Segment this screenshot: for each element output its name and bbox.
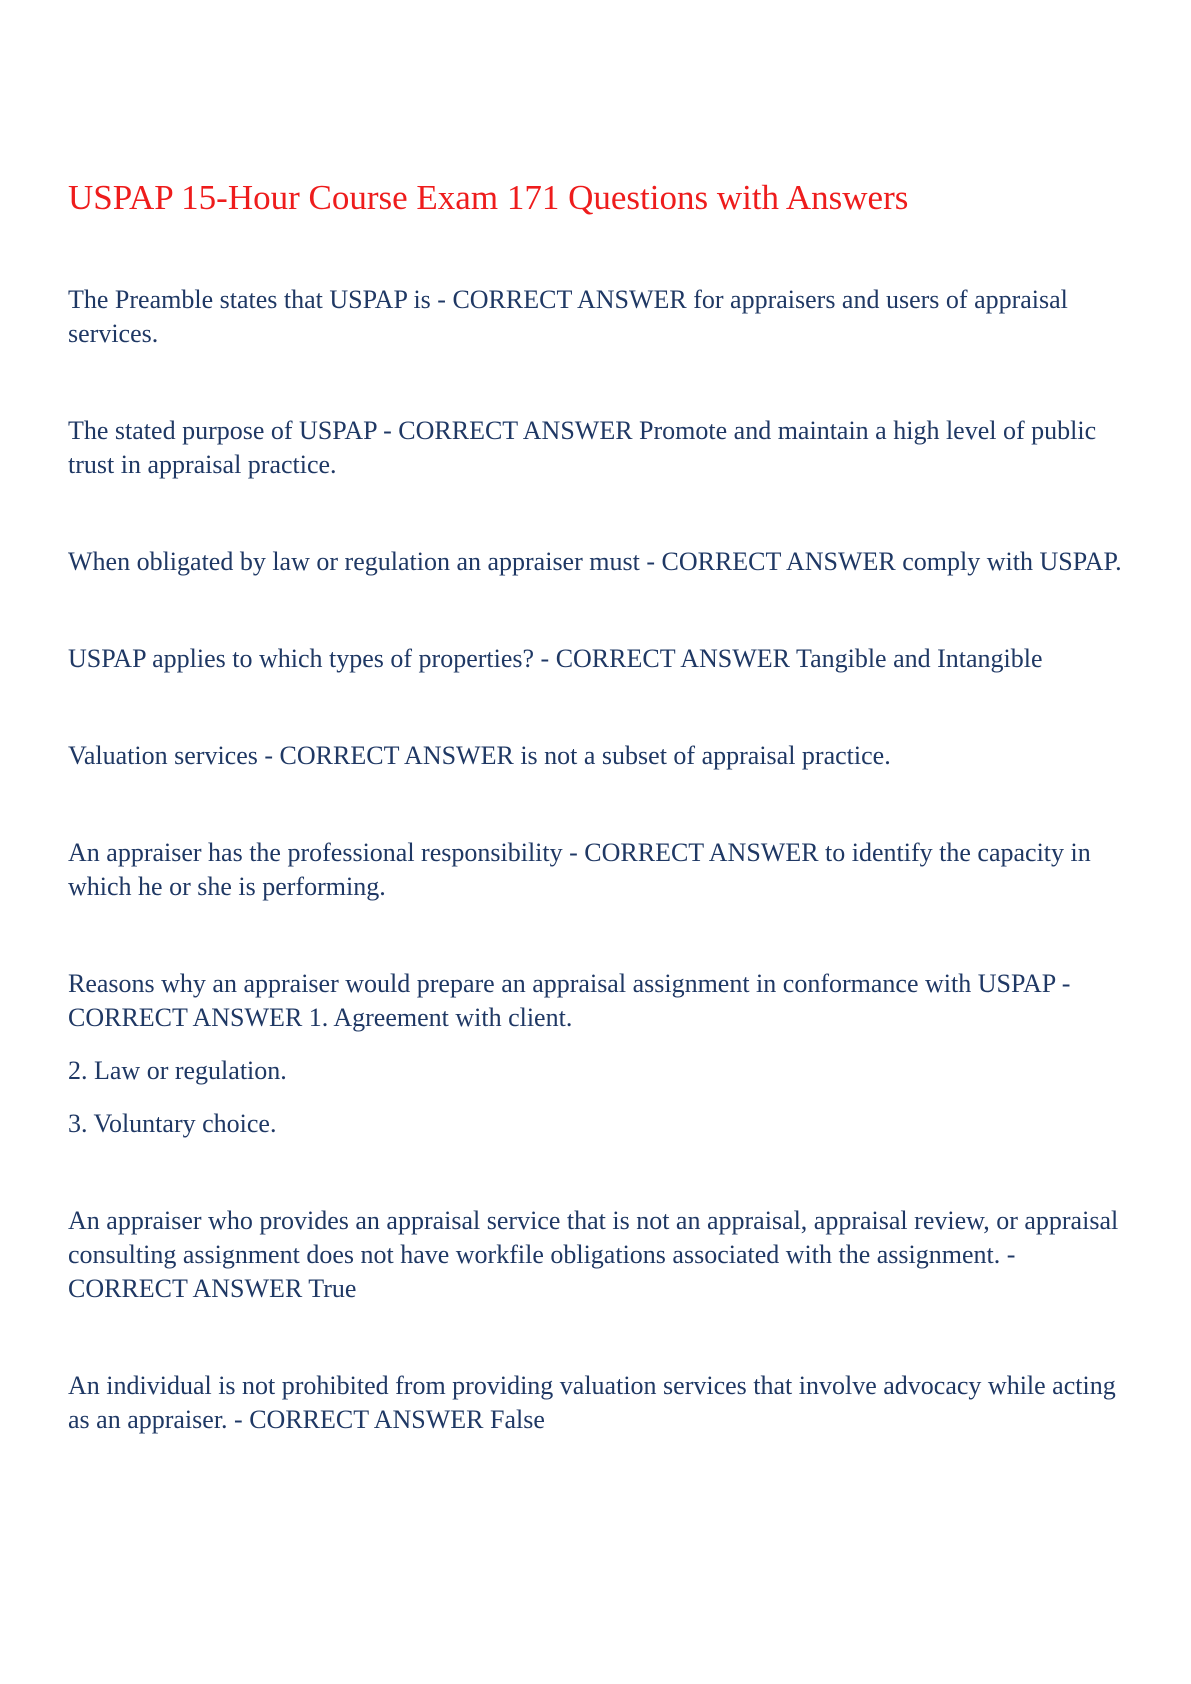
qa-item bbox=[68, 1204, 1128, 1306]
qa-item bbox=[68, 642, 1128, 676]
qa-text: The stated purpose of USPAP - CORRECT ANSWER Promote and maintain a high level of public trust in appraisal practice. bbox=[68, 416, 1097, 479]
document-title: USPAP 15-Hour Course Exam 171 Questions with Answers bbox=[68, 178, 909, 217]
qa-item bbox=[68, 414, 1128, 482]
qa-list bbox=[68, 283, 1128, 1500]
qa-text: The Preamble states that USPAP is - CORRECT ANSWER for appraisers and users of appraisal services. bbox=[68, 285, 1068, 348]
qa-item bbox=[68, 1369, 1128, 1437]
qa-text: Valuation services - CORRECT ANSWER is not a subset of appraisal practice. bbox=[68, 741, 891, 770]
qa-item bbox=[68, 545, 1128, 579]
qa-item bbox=[68, 836, 1128, 904]
qa-text: When obligated by law or regulation an appraiser must - CORRECT ANSWER comply with USPAP. bbox=[68, 547, 1122, 576]
qa-continuation-line: 2. Law or regulation. bbox=[68, 1056, 287, 1085]
qa-text: Reasons why an appraiser would prepare an appraisal assignment in conformance with USPAP - CORRECT ANSWER 1. Agreement with client. bbox=[68, 969, 1071, 1032]
qa-item bbox=[68, 967, 1128, 1141]
qa-item bbox=[68, 739, 1128, 773]
qa-continuation-line: 3. Voluntary choice. bbox=[68, 1109, 277, 1138]
qa-text: An appraiser has the professional responsibility - CORRECT ANSWER to identify the capacity in which he or she is performing. bbox=[68, 838, 1091, 901]
qa-text: USPAP applies to which types of properties? - CORRECT ANSWER Tangible and Intangible bbox=[68, 644, 1043, 673]
qa-text: An appraiser who provides an appraisal service that is not an appraisal, appraisal review, or appraisal consulting assignment does not have workfile obligations associated with the assignment. - CORRECT ANSWER True bbox=[68, 1206, 1119, 1303]
qa-text: An individual is not prohibited from providing valuation services that involve advocacy while acting as an appraiser. - CORRECT ANSWER False bbox=[68, 1371, 1116, 1434]
qa-item bbox=[68, 283, 1128, 351]
